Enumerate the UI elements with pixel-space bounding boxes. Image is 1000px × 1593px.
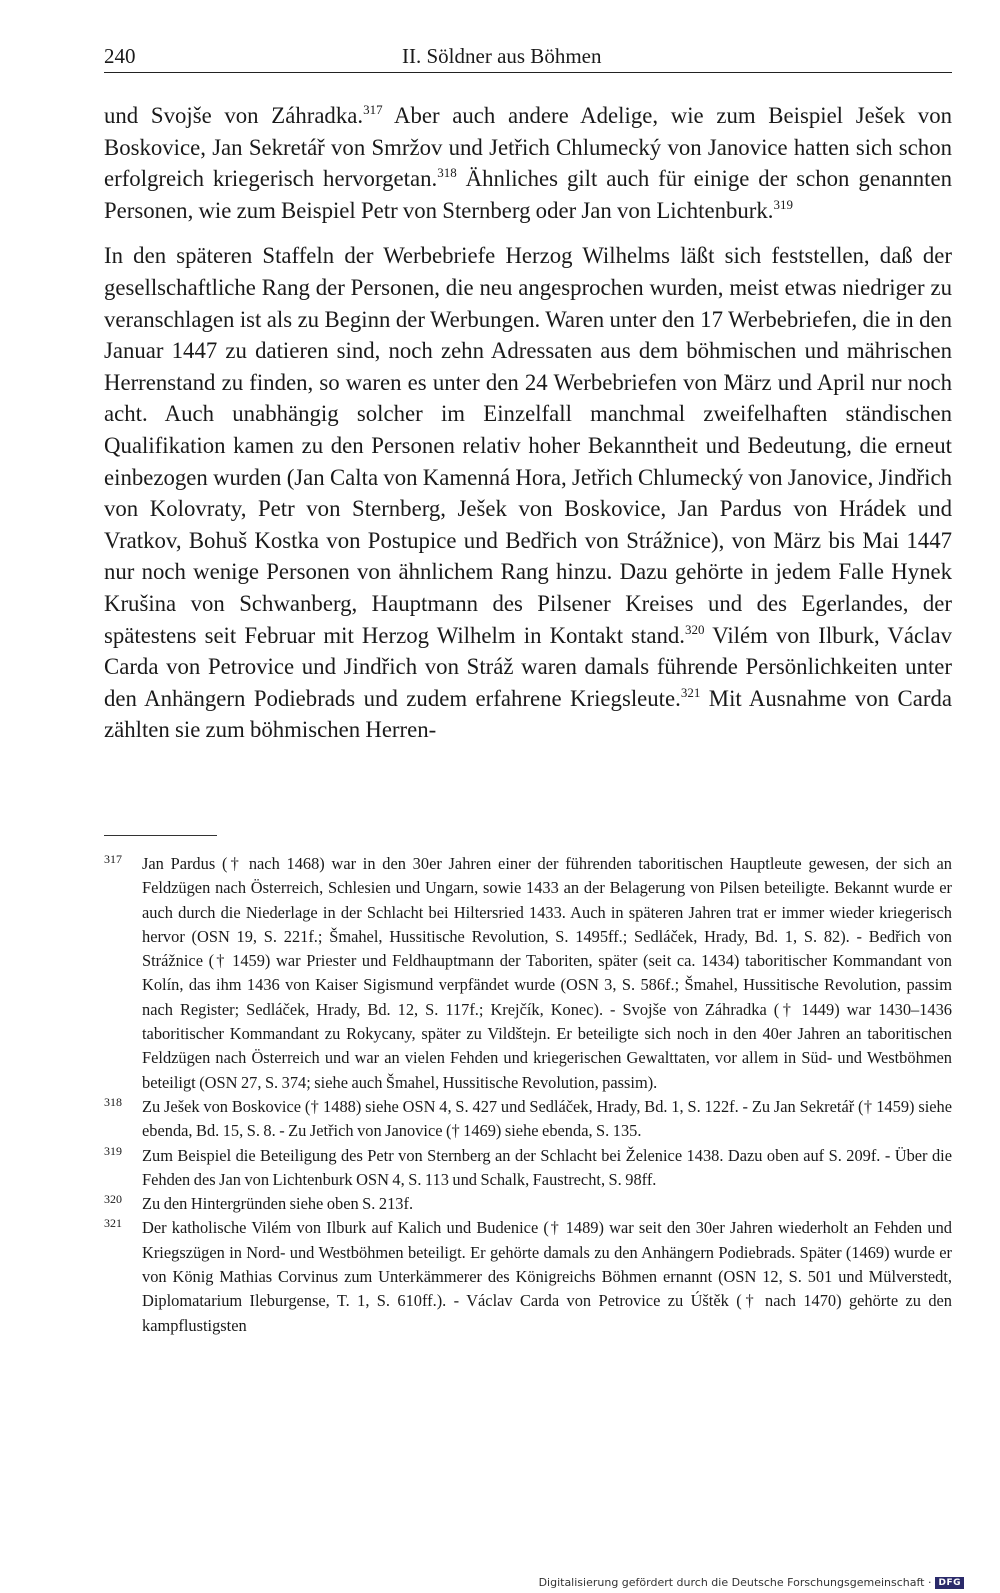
digitization-credit [539, 1576, 964, 1589]
paragraph [104, 100, 952, 226]
footnote [104, 1216, 952, 1337]
paragraph-text: Aber auch andere Adelige, wie zum Beispiel Ješek von Boskovice, Jan Sekretář von Smržov und Jetřich Chlumecký von Janovice hatten sich schon erfolgreich kriegerisch hervorgetan. [104, 103, 952, 192]
footnote-ref: 321 [680, 684, 701, 700]
footnote-ref: 319 [773, 196, 793, 212]
footnote-text: Zu Ješek von Boskovice († 1488) siehe OSN 4, S. 427 und Sedláček, Hrady, Bd. 1, S. 122f. - Zu Jan Sekretář († 1459) siehe ebenda, Bd. 15, S. 8. - Zu Jetřich von Janovice († 1469) siehe ebenda, S. 135. [142, 1096, 952, 1141]
footnote-number: 318 [104, 1094, 122, 1109]
footnote-ref: 317 [363, 102, 383, 117]
footnotes [104, 852, 952, 1338]
footnote-text: Der katholische Vilém von Ilburk auf Kalich und Budenice († 1489) war seit den 30er Jahren wiederholt an Fehden und Kriegszügen in Nord- und Westböhmen beteiligt. Er gehörte damals zu den Anhängern Podiebrads. Später (1469) wurde er von König Mathias Corvinus zum Unterkämmerer des Königreichs Böhmen ernannt (OSN 12, S. 501 und Mülverstedt, Diplomatarium Ileburgense, T. 1, S. 610ff.). - Václav Carda von Petrovice zu Úštěk († nach 1470) gehörte zu den kampflustigsten [142, 1218, 952, 1335]
running-head: II. Söldner aus Böhmen [402, 44, 602, 68]
paragraph-text: Mit Ausnahme von Carda zählten sie zum böhmischen Herren- [104, 685, 952, 743]
dfg-logo: DFG [935, 1577, 964, 1589]
paragraph-text: Vilém von Ilburk, Václav Carda von Petrovice und Jindřich von Stráž waren damals führende Persönlichkeiten unter den Anhängern Podiebrads und zudem erfahrene Kriegsleute. [104, 622, 952, 711]
body-text [104, 100, 952, 760]
footnote-ref: 318 [437, 165, 457, 181]
paragraph-text: und Svojše von Záhradka. [104, 103, 364, 128]
footnote-number: 319 [104, 1143, 122, 1158]
paragraph [104, 240, 952, 746]
footnote [104, 852, 952, 1095]
footnote-text: Jan Pardus († nach 1468) war in den 30er Jahren einer der führenden taboritischen Hauptleute gewesen, der sich an Feldzügen nach Österreich, Schlesien und Ungarn, sowie 1433 an der Belagerung von Pilsen beteiligte. Bekannt wurde er auch durch die Niederlage in der Schlacht bei Hiltersried 1433. Auch in späteren Jahren trat er immer wieder kriegerisch hervor (OSN 19, S. 221f.; Šmahel, Hussitische Revolution, S. 1495ff.; Sedláček, Hrady, Bd. 1, S. 82). - Bedřich von Strážnice († 1459) war Priester und Feldhauptmann der Taboriten, später (seit ca. 1434) taboritischer Kommandant von Kolín, das ihm 1436 von Kaiser Sigismund verpfändet wurde (OSN 3, S. 586f.; Šmahel, Hussitische Revolution, passim nach Register; Sedláček, Hrady, Bd. 12, S. 117f.; Krejčík, Konec). - Svojše von Záhradka († 1449) war 1430–1436 taboritischer Kommandant zu Rokycany, später zu Vildštejn. Er beteiligte sich noch in den 40er Jahren an taboritischen Feldzügen nach Österreich und war an vielen Fehden und kriegerischen Gewalttaten, vor allem in Süd- und Westböhmen beteiligt (OSN 27, S. 374; siehe auch Šmahel, Hussitische Revolution, passim). [142, 854, 952, 1092]
footnote-number: 317 [104, 852, 122, 866]
footnote-divider [104, 835, 217, 836]
paragraph-text: In den späteren Staffeln der Werbebriefe Herzog Wilhelms läßt sich feststellen, daß der gesellschaftliche Rang der Personen, die neu angesprochen wurden, meist etwas niedriger zu veranschlagen ist als zu Beginn der Werbungen. Waren unter den 17 Werbebriefen, die in den Januar 1447 zu datieren sind, noch zehn Adressaten aus dem böhmischen und mährischen Herrenstand zu finden, so waren es unter den 24 Werbebriefen von März und April nur noch acht. Auch unabhängig solcher im Einzelfall manchmal zweifelhaften ständischen Qualifikation kamen zu den Personen relativ hoher Bekanntheit und Bedeutung, die erneut einbezogen wurden (Jan Calta von Kamenná Hora, Jetřich Chlumecký von Janovice, Jindřich von Kolovraty, Petr von Sternberg, Ješek von Boskovice, Jan Pardus von Hrádek und Vratkov, Bohuš Kostka von Postupice und Bedřich von Strážnice), von März bis Mai 1447 nur noch wenige Personen von ähnlichem Rang hinzu. Dazu gehörte in jedem Falle Hynek Krušina von Schwanberg, Hauptmann des Pilsener Kreises und des Egerlandes, der spätestens seit Februar mit Herzog Wilhelm in Kontakt stand. [104, 243, 952, 648]
footnote [104, 1144, 952, 1193]
footnote-number: 320 [104, 1192, 122, 1207]
footnote [104, 1192, 952, 1216]
footnote [104, 1095, 952, 1144]
page-header [104, 40, 952, 73]
footnote-text: Zu den Hintergründen siehe oben S. 213f. [142, 1194, 414, 1214]
footnote-number: 321 [104, 1216, 122, 1231]
footnote-ref: 320 [685, 621, 705, 637]
credit-text: Digitalisierung gefördert durch die Deutsche Forschungsgemeinschaft · [538, 1576, 932, 1589]
footnote-text: Zum Beispiel die Beteiligung des Petr von Sternberg an der Schlacht bei Želenice 1438. Dazu oben auf S. 209f. - Über die Fehden des Jan von Lichtenburk OSN 4, S. 113 und Schalk, Faustrecht, S. 98ff. [142, 1145, 952, 1189]
page-number: 240 [104, 44, 136, 68]
paragraph-text: Ähnliches gilt auch für einige der schon genannten Personen, wie zum Beispiel Petr von Sternberg oder Jan von Lichtenburk. [104, 166, 952, 223]
